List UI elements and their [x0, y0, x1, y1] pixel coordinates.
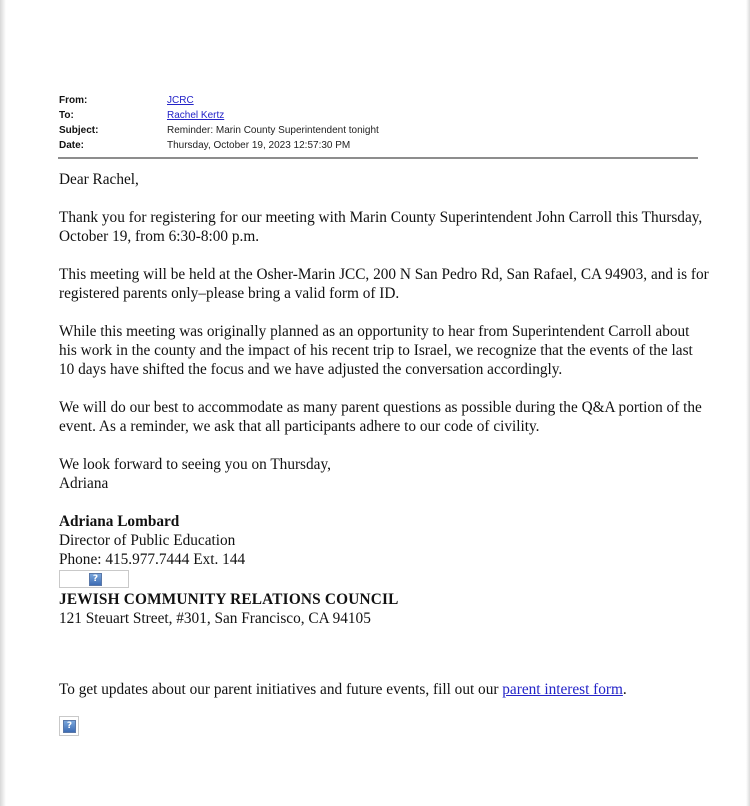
to-link[interactable]: Rachel Kertz — [167, 110, 225, 121]
footer-text: To get updates about our parent initiatives and future events, fill out our — [59, 681, 503, 698]
missing-image-icon: ? — [89, 573, 102, 586]
broken-image-placeholder — [59, 570, 129, 588]
header-to-row — [59, 108, 699, 123]
paragraph-context: While this meeting was originally planned as an opportunity to hear from Superintendent Carroll about his work in the county and the impact of his recent trip to Israel, we recognize that the events of the last 10 days have shifted the focus and we have adjusted the conversation accordingly. — [59, 323, 693, 378]
date-label: Date: — [59, 140, 85, 151]
header-divider — [58, 157, 698, 159]
parent-interest-form-link[interactable]: parent interest form — [502, 681, 623, 698]
footer-line — [59, 680, 627, 699]
signature-org: JEWISH COMMUNITY RELATIONS COUNCIL — [59, 591, 399, 608]
header-date-row — [59, 138, 699, 153]
date-value: Thursday, October 19, 2023 12:57:30 PM — [167, 140, 351, 151]
signature-name: Adriana Lombard — [59, 513, 180, 530]
paragraph-registration: Thank you for registering for our meeting with Marin County Superintendent John Carroll this Thursday, October 19, from 6:30-8:00 p.m. — [59, 209, 703, 245]
page-edge-left — [0, 0, 6, 806]
signature-address: 121 Steuart Street, #301, San Francisco, CA 94105 — [59, 610, 371, 627]
paragraph-questions: We will do our best to accommodate as many parent questions as possible during the Q&A portion of the event. As a reminder, we ask that all participants adhere to our code of civility. — [59, 399, 702, 435]
email-header — [59, 93, 699, 153]
paragraph-location: This meeting will be held at the Osher-Marin JCC, 200 N San Pedro Rd, San Rafael, CA 94903, and is for registered parents only–please bring a valid form of ID. — [59, 266, 709, 302]
header-subject-row — [59, 123, 699, 138]
from-label: From: — [59, 95, 88, 106]
signature-phone: Phone: 415.977.7444 Ext. 144 — [59, 551, 246, 568]
missing-image-icon: ? — [63, 720, 76, 733]
email-body — [59, 170, 709, 628]
signature-title: Director of Public Education — [59, 532, 236, 549]
footer-image-placeholder — [59, 716, 79, 736]
subject-value: Reminder: Marin County Superintendent tonight — [167, 125, 379, 136]
closing-line: We look forward to seeing you on Thursday, — [59, 456, 331, 473]
to-label: To: — [59, 110, 74, 121]
footer-period: . — [622, 681, 627, 698]
header-from-row — [59, 93, 699, 108]
greeting: Dear Rachel, — [59, 171, 139, 188]
signature-logo-row — [59, 569, 709, 590]
from-link[interactable]: JCRC — [167, 95, 194, 106]
subject-label: Subject: — [59, 125, 99, 136]
page-edge-right — [746, 0, 750, 806]
closing-name: Adriana — [59, 475, 109, 492]
